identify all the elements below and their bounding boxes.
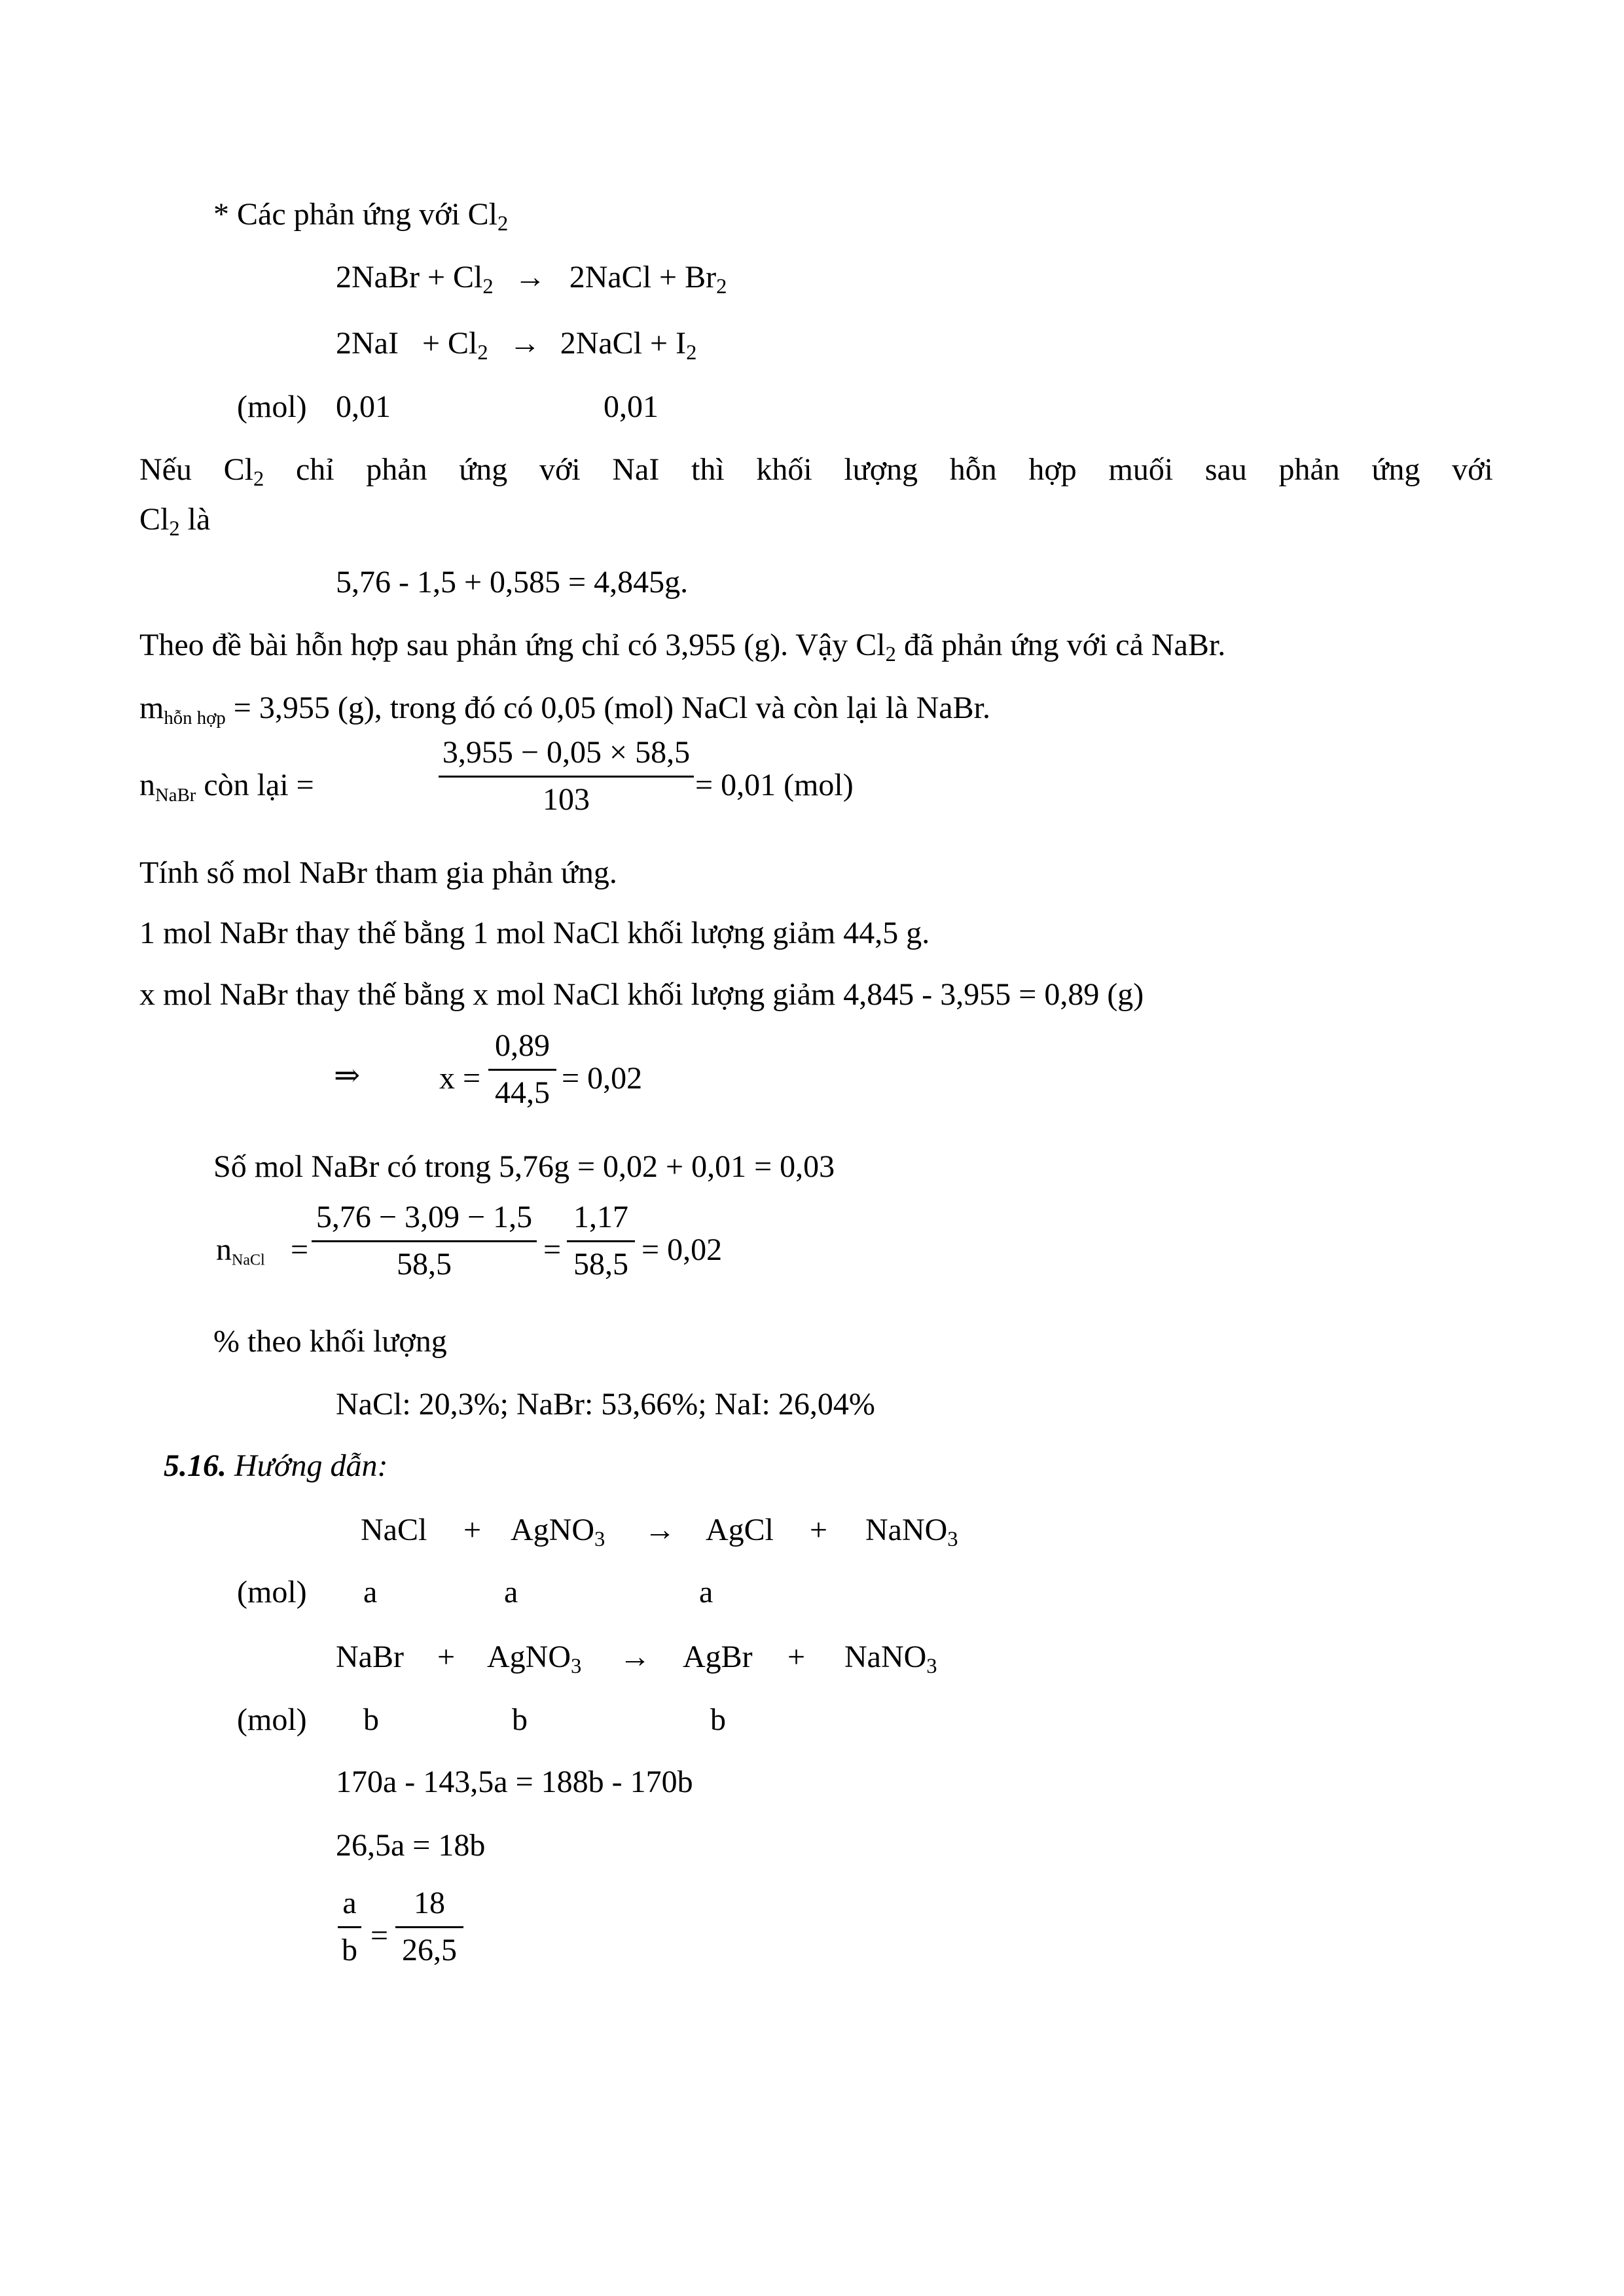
eq4-token: + bbox=[787, 1640, 806, 1674]
fraction-denominator: 58,5 bbox=[397, 1247, 452, 1282]
fraction-numerator: 18 bbox=[414, 1886, 445, 1920]
mass-calculation: 5,76 - 1,5 + 0,585 = 4,845g. bbox=[336, 565, 689, 600]
paragraph-word: phản bbox=[366, 452, 427, 487]
mol-value: 0,01 bbox=[604, 389, 659, 424]
tinh-so-mol-line: Tính số mol NaBr tham gia phản ứng. bbox=[139, 855, 617, 890]
eq3-token: NaCl bbox=[361, 1513, 427, 1547]
fraction-numerator: 3,955 − 0,05 × 58,5 bbox=[442, 735, 691, 770]
paragraph-word: với bbox=[539, 452, 581, 487]
equation-nabr-cl2: 2NaBr + $Cl_2$ → 2NaCl + $Br_2$ bbox=[336, 260, 727, 299]
n-nacl-result: = 0,02 bbox=[641, 1232, 723, 1267]
paragraph-word: sau bbox=[1204, 452, 1247, 487]
ratio-fraction-right bbox=[395, 1885, 463, 1968]
fraction-denominator: 44,5 bbox=[495, 1075, 550, 1111]
line-1-mol: 1 mol NaBr thay thế bằng 1 mol NaCl khối lượng giảm 44,5 g. bbox=[139, 916, 930, 950]
equation-simplified: 26,5a = 18b bbox=[336, 1828, 486, 1863]
x-result: = 0,02 bbox=[562, 1061, 643, 1096]
mol-value: a bbox=[363, 1575, 378, 1609]
paragraph-word: lượng bbox=[844, 452, 918, 487]
mol-label: (mol) bbox=[237, 1575, 307, 1609]
x-lhs: x = bbox=[439, 1061, 481, 1096]
mol-value: b bbox=[363, 1702, 379, 1737]
eq3-token: + bbox=[810, 1513, 828, 1547]
m-hon-hop-line: mhỗn hợp = 3,955 (g), trong đó có 0,05 (mol) NaCl và còn lại là NaBr. bbox=[139, 691, 990, 729]
n-nabr-label: nNaBr còn lại = bbox=[139, 768, 314, 806]
if-paragraph-line1 bbox=[139, 452, 1493, 492]
paragraph-word: phản bbox=[1278, 452, 1340, 487]
percent-heading: % theo khối lượng bbox=[213, 1324, 447, 1359]
eq4-token: AgBr bbox=[683, 1640, 753, 1674]
mol-value: a bbox=[699, 1575, 713, 1609]
mol-value: b bbox=[710, 1702, 726, 1737]
fraction-numerator: 1,17 bbox=[573, 1200, 628, 1234]
paragraph-word: ứng bbox=[459, 452, 508, 487]
line-x-mol: x mol NaBr thay thế bằng x mol NaCl khối lượng giảm 4,845 - 3,955 = 0,89 (g) bbox=[139, 977, 1144, 1012]
paragraph-word: NaI bbox=[612, 452, 660, 487]
paragraph-word: hỗn bbox=[949, 452, 997, 487]
paragraph-word: thì bbox=[691, 452, 725, 487]
fraction-bar bbox=[488, 1069, 556, 1071]
n-nabr-fraction bbox=[439, 734, 694, 817]
paragraph-word: $Cl_2$ bbox=[223, 452, 264, 492]
so-mol-nabr-line: Số mol NaBr có trong 5,76g = 0,02 + 0,01 = 0,03 bbox=[213, 1149, 835, 1184]
eq3-token: AgCl bbox=[706, 1513, 774, 1547]
fraction-bar bbox=[567, 1240, 635, 1242]
mol-value: a bbox=[504, 1575, 518, 1609]
fraction-numerator: 5,76 − 3,09 − 1,5 bbox=[316, 1200, 533, 1234]
fraction-bar bbox=[338, 1926, 361, 1928]
equation-mass-balance: 170a - 143,5a = 188b - 170b bbox=[336, 1765, 693, 1799]
cl2-heading: * Các phản ứng với $Cl_2$ bbox=[213, 197, 509, 236]
n-nacl-label: nNaCl bbox=[216, 1232, 265, 1269]
eq3-token: → bbox=[644, 1513, 676, 1547]
paragraph-word: với bbox=[1452, 452, 1493, 487]
paragraph-word: Nếu bbox=[139, 452, 192, 487]
n-nacl-fraction-1 bbox=[312, 1199, 537, 1282]
percent-values: NaCl: 20,3%; NaBr: 53,66%; NaI: 26,04% bbox=[336, 1387, 875, 1422]
paragraph-word: hợp bbox=[1028, 452, 1077, 487]
mol-value: b bbox=[512, 1702, 528, 1737]
eq3-token: + bbox=[463, 1513, 482, 1547]
n-nabr-result: = 0,01 (mol) bbox=[695, 768, 854, 802]
eq3-token: AgNO$_3$ bbox=[511, 1513, 605, 1552]
ratio-fraction-left bbox=[338, 1885, 361, 1968]
fraction-numerator: 0,89 bbox=[495, 1028, 550, 1063]
fraction-bar bbox=[312, 1240, 537, 1242]
equals-sign: = bbox=[370, 1918, 389, 1953]
equals-sign: = bbox=[543, 1232, 562, 1267]
theo-de-bai-line: Theo đề bài hỗn hợp sau phản ứng chỉ có 3,955 (g). Vậy $Cl_2$ đã phản ứng với cả NaBr. bbox=[139, 628, 1226, 667]
fraction-bar bbox=[395, 1926, 463, 1928]
paragraph-word: khối bbox=[756, 452, 812, 487]
eq4-token: NaNO$_3$ bbox=[844, 1640, 937, 1679]
eq4-token: + bbox=[437, 1640, 456, 1674]
x-fraction bbox=[488, 1028, 556, 1111]
paragraph-word: chỉ bbox=[295, 452, 334, 487]
n-nacl-fraction-2 bbox=[567, 1199, 635, 1282]
equation-nai-cl2: $2NaI + Cl_2$ → 2NaCl + $I_2$ bbox=[336, 326, 697, 365]
equals-sign: = bbox=[291, 1232, 309, 1267]
paragraph-word: muối bbox=[1108, 452, 1174, 487]
mol-value: 0,01 bbox=[336, 389, 391, 424]
implies-arrow: ⇒ bbox=[334, 1058, 361, 1093]
fraction-denominator: 26,5 bbox=[402, 1933, 457, 1968]
if-paragraph-line2: $Cl_2$ là bbox=[139, 502, 211, 541]
fraction-denominator: 103 bbox=[543, 782, 590, 817]
eq4-token: → bbox=[619, 1640, 651, 1674]
eq4-token: AgNO$_3$ bbox=[487, 1640, 582, 1679]
mol-label: (mol) bbox=[237, 1702, 307, 1737]
fraction-denominator: b bbox=[342, 1933, 357, 1968]
paragraph-word: ứng bbox=[1371, 452, 1420, 487]
eq4-token: NaBr bbox=[336, 1640, 404, 1674]
eq3-token: NaNO$_3$ bbox=[865, 1513, 958, 1552]
fraction-numerator: a bbox=[342, 1886, 357, 1920]
section-5-16-heading: 5.16. Hướng dẫn: bbox=[164, 1448, 388, 1483]
fraction-denominator: 58,5 bbox=[573, 1247, 628, 1282]
fraction-bar bbox=[439, 776, 694, 778]
mol-label: (mol) bbox=[237, 389, 307, 424]
